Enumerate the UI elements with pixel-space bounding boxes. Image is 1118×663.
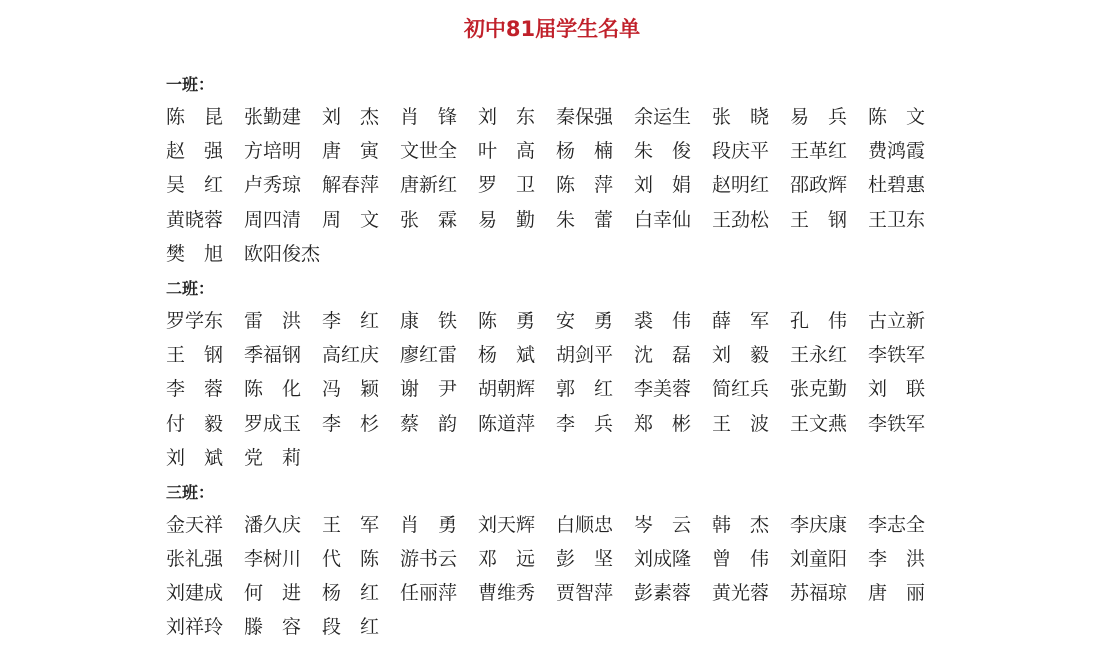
student-name: 余运生 — [634, 106, 692, 128]
student-name: 张克勤 — [790, 378, 848, 401]
student-name: 康 铁 — [400, 309, 457, 332]
student-name: 刘 斌 — [166, 446, 223, 469]
student-name: 段 红 — [322, 616, 379, 639]
student-name: 王 波 — [712, 412, 769, 435]
student-name: 王永红 — [790, 344, 848, 367]
student-name: 李庆康 — [790, 513, 848, 536]
student-name: 易 勤 — [478, 208, 535, 231]
student-name: 滕 容 — [244, 616, 301, 639]
class-heading: 三班： — [166, 482, 215, 502]
student-name: 肖 锋 — [400, 106, 457, 128]
student-name: 周 文 — [322, 208, 379, 231]
name-grid — [166, 100, 926, 271]
student-name: 薛 军 — [712, 309, 769, 332]
student-name: 韩 杰 — [712, 513, 769, 536]
student-name: 文世全 — [400, 140, 458, 163]
student-name: 费鸿霞 — [868, 140, 926, 163]
student-name: 古立新 — [868, 309, 926, 332]
student-name: 代 陈 — [322, 548, 379, 571]
student-name: 廖红雷 — [400, 344, 458, 367]
student-name: 刘祥玲 — [166, 616, 224, 639]
student-name: 欧阳俊杰 — [244, 242, 321, 265]
class-section — [166, 478, 926, 645]
student-name: 李 杉 — [322, 412, 379, 435]
student-name: 刘童阳 — [790, 548, 848, 571]
student-name: 李铁军 — [868, 344, 926, 367]
student-name: 张勤建 — [244, 106, 302, 128]
student-name: 李志全 — [868, 513, 926, 536]
student-name: 党 莉 — [244, 446, 301, 469]
student-name: 黄晓蓉 — [166, 208, 224, 231]
student-name: 付 毅 — [166, 412, 223, 435]
student-name: 唐 丽 — [868, 582, 925, 605]
student-name: 李铁军 — [868, 412, 926, 435]
class-heading: 二班： — [166, 278, 215, 298]
student-name: 李树川 — [244, 548, 302, 571]
student-name: 李 蓉 — [166, 378, 223, 401]
student-name: 白顺忠 — [556, 513, 614, 536]
student-name: 叶 高 — [478, 140, 535, 163]
student-name: 陈 昆 — [166, 106, 223, 128]
student-name: 陈 勇 — [478, 309, 535, 332]
student-name: 金天祥 — [166, 513, 224, 536]
student-name: 朱 蕾 — [556, 208, 613, 231]
name-grid — [166, 304, 926, 475]
student-name: 方培明 — [244, 140, 302, 163]
student-name: 安 勇 — [556, 309, 613, 332]
student-name: 苏福琼 — [790, 582, 848, 605]
student-name: 杨 红 — [322, 582, 379, 605]
student-name: 刘 东 — [478, 106, 535, 128]
student-name: 谢 尹 — [400, 378, 457, 401]
student-name: 高红庆 — [322, 344, 380, 367]
student-name: 刘天辉 — [478, 513, 536, 536]
student-name: 刘 杰 — [322, 106, 379, 128]
student-name: 陈 文 — [868, 106, 925, 128]
student-name: 孔 伟 — [790, 309, 847, 332]
page-title: 初中81届学生名单 — [463, 17, 641, 41]
student-name: 段庆平 — [712, 140, 770, 163]
student-name: 胡剑平 — [556, 344, 614, 367]
student-name: 李 兵 — [556, 412, 613, 435]
student-name: 郭 红 — [556, 378, 613, 401]
student-name: 吴 红 — [166, 174, 223, 197]
student-name: 陈 萍 — [556, 174, 613, 197]
student-name: 冯 颖 — [322, 378, 379, 401]
class-heading: 一班： — [166, 75, 215, 94]
student-name: 陈 化 — [244, 378, 301, 401]
student-name: 何 进 — [244, 582, 301, 605]
student-name: 潘久庆 — [244, 513, 302, 536]
student-name: 白幸仙 — [634, 208, 692, 231]
student-name: 李 洪 — [868, 548, 925, 571]
student-name: 简红兵 — [712, 378, 770, 401]
student-name: 唐 寅 — [322, 140, 379, 163]
student-name: 邵政辉 — [790, 174, 848, 197]
student-name: 邓 远 — [478, 548, 535, 571]
student-name: 罗学东 — [166, 309, 224, 332]
student-name: 解春萍 — [322, 174, 380, 197]
student-name: 王文燕 — [790, 412, 848, 435]
student-roster — [166, 70, 926, 645]
student-name: 罗 卫 — [478, 174, 535, 197]
name-grid — [166, 508, 926, 645]
student-name: 岑 云 — [634, 513, 691, 536]
student-name: 彭素蓉 — [634, 582, 692, 605]
student-name: 李 红 — [322, 309, 379, 332]
student-name: 赵 强 — [166, 140, 223, 163]
student-name: 李美蓉 — [634, 378, 692, 401]
student-name: 王 钢 — [166, 344, 223, 367]
student-name: 曹维秀 — [478, 582, 536, 605]
student-name: 刘 毅 — [712, 344, 769, 367]
student-name: 曾 伟 — [712, 548, 769, 571]
student-name: 郑 彬 — [634, 412, 691, 435]
student-name: 杨 楠 — [556, 140, 613, 163]
student-name: 贾智萍 — [556, 582, 614, 605]
student-name: 王卫东 — [868, 208, 926, 231]
student-name: 刘 联 — [868, 378, 925, 401]
student-name: 黄光蓉 — [712, 582, 770, 605]
student-name: 蔡 韵 — [400, 412, 457, 435]
student-name: 彭 坚 — [556, 548, 613, 571]
student-name: 唐新红 — [400, 174, 458, 197]
student-name: 肖 勇 — [400, 513, 457, 536]
student-name: 秦保强 — [556, 106, 614, 128]
class-section — [166, 70, 926, 271]
student-name: 季福钢 — [244, 344, 302, 367]
student-name: 沈 磊 — [634, 344, 691, 367]
student-name: 杜碧惠 — [868, 174, 926, 197]
student-name: 裘 伟 — [634, 309, 691, 332]
student-name: 樊 旭 — [166, 242, 223, 265]
student-name: 游书云 — [400, 548, 458, 571]
student-name: 易 兵 — [790, 106, 847, 128]
student-name: 刘 娟 — [634, 174, 691, 197]
student-name: 朱 俊 — [634, 140, 691, 163]
student-name: 王革红 — [790, 140, 848, 163]
student-name: 杨 斌 — [478, 344, 535, 367]
student-name: 张 霖 — [400, 208, 457, 231]
student-name: 胡朝辉 — [478, 378, 536, 401]
student-name: 张礼强 — [166, 548, 224, 571]
student-name: 王劲松 — [712, 208, 770, 231]
student-name: 王 钢 — [790, 208, 847, 231]
student-name: 陈道萍 — [478, 412, 536, 435]
student-name: 罗成玉 — [244, 412, 302, 435]
student-name: 张 晓 — [712, 106, 769, 128]
student-name: 刘成隆 — [634, 548, 692, 571]
class-section — [166, 274, 926, 475]
student-name: 赵明红 — [712, 174, 770, 197]
student-name: 卢秀琼 — [244, 174, 302, 197]
student-name: 周四清 — [244, 208, 302, 231]
student-name: 雷 洪 — [244, 309, 301, 332]
student-name: 王 军 — [322, 513, 379, 536]
student-name: 刘建成 — [166, 582, 224, 605]
student-name: 任丽萍 — [400, 582, 458, 605]
